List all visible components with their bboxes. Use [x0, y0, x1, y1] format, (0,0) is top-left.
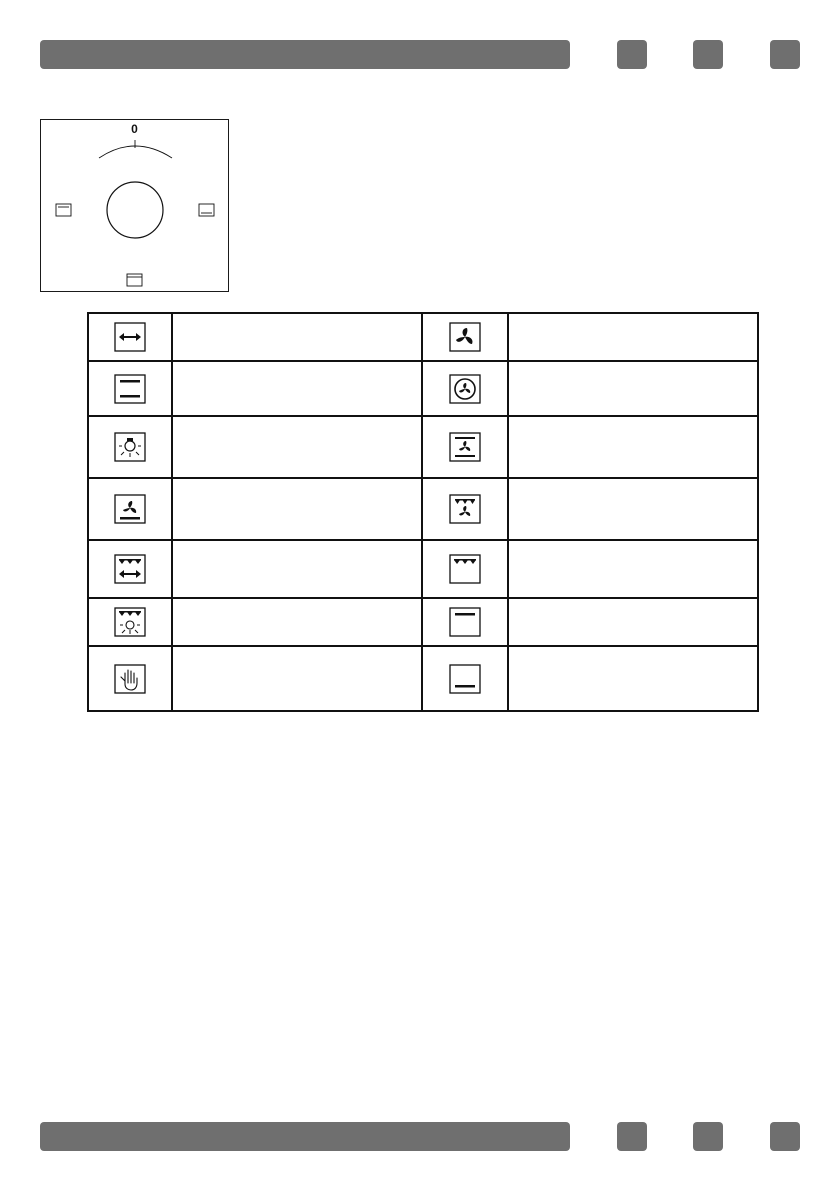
- table-row: [88, 540, 758, 598]
- knob-arc: [99, 146, 172, 158]
- table-row: [88, 416, 758, 478]
- icon-cell: [422, 478, 508, 540]
- icon-cell: [422, 598, 508, 646]
- header-square-3: [770, 40, 800, 69]
- knob-window-icon: [127, 274, 142, 286]
- description: [172, 598, 422, 646]
- table-row: [88, 478, 758, 540]
- grill-lamp-icon: [114, 607, 146, 637]
- fan-bottom-icon: [114, 494, 146, 524]
- table-row: [88, 313, 758, 361]
- icon-cell: [88, 540, 172, 598]
- header-bar: [40, 40, 570, 69]
- knob-circle: [107, 182, 163, 238]
- footer-bar: [40, 1122, 570, 1151]
- fan-top-bottom-icon: [449, 432, 481, 462]
- header-square-1: [617, 40, 647, 69]
- knob-zero-label: 0: [131, 122, 138, 136]
- description: [172, 478, 422, 540]
- icon-cell: [88, 416, 172, 478]
- icon-cell: [88, 598, 172, 646]
- knob-diagram: [40, 119, 229, 292]
- icon-cell: [422, 361, 508, 416]
- description: [172, 361, 422, 416]
- description: [508, 646, 758, 711]
- knob-top-heater-icon: [56, 204, 71, 216]
- symbols-table: [87, 312, 759, 712]
- table-row: [88, 646, 758, 711]
- fan-icon: [449, 322, 481, 352]
- grill-fan-icon: [449, 494, 481, 524]
- icon-cell: [88, 361, 172, 416]
- grill-icon: [449, 554, 481, 584]
- footer-square-2: [693, 1122, 723, 1151]
- lamp-icon: [114, 432, 146, 462]
- icon-cell: [422, 646, 508, 711]
- footer-square-1: [617, 1122, 647, 1151]
- ring-fan-icon: [449, 374, 481, 404]
- icon-cell: [88, 646, 172, 711]
- description: [172, 313, 422, 361]
- icon-cell: [88, 478, 172, 540]
- double-arrow-icon: [114, 322, 146, 352]
- icon-cell: [88, 313, 172, 361]
- description: [508, 313, 758, 361]
- description: [508, 598, 758, 646]
- bottom-heater-icon: [449, 664, 481, 694]
- icon-cell: [422, 313, 508, 361]
- description: [508, 361, 758, 416]
- header-square-2: [693, 40, 723, 69]
- table-row: [88, 361, 758, 416]
- description: [172, 416, 422, 478]
- grill-double-arrow-icon: [114, 554, 146, 584]
- icon-cell: [422, 416, 508, 478]
- footer-square-3: [770, 1122, 800, 1151]
- hand-icon: [114, 664, 146, 694]
- description: [172, 646, 422, 711]
- icon-cell: [422, 540, 508, 598]
- knob-bottom-heater-icon: [199, 204, 214, 216]
- description: [508, 540, 758, 598]
- top-heater-icon: [449, 607, 481, 637]
- top-bottom-heater-icon: [114, 374, 146, 404]
- description: [508, 416, 758, 478]
- description: [508, 478, 758, 540]
- table-row: [88, 598, 758, 646]
- description: [172, 540, 422, 598]
